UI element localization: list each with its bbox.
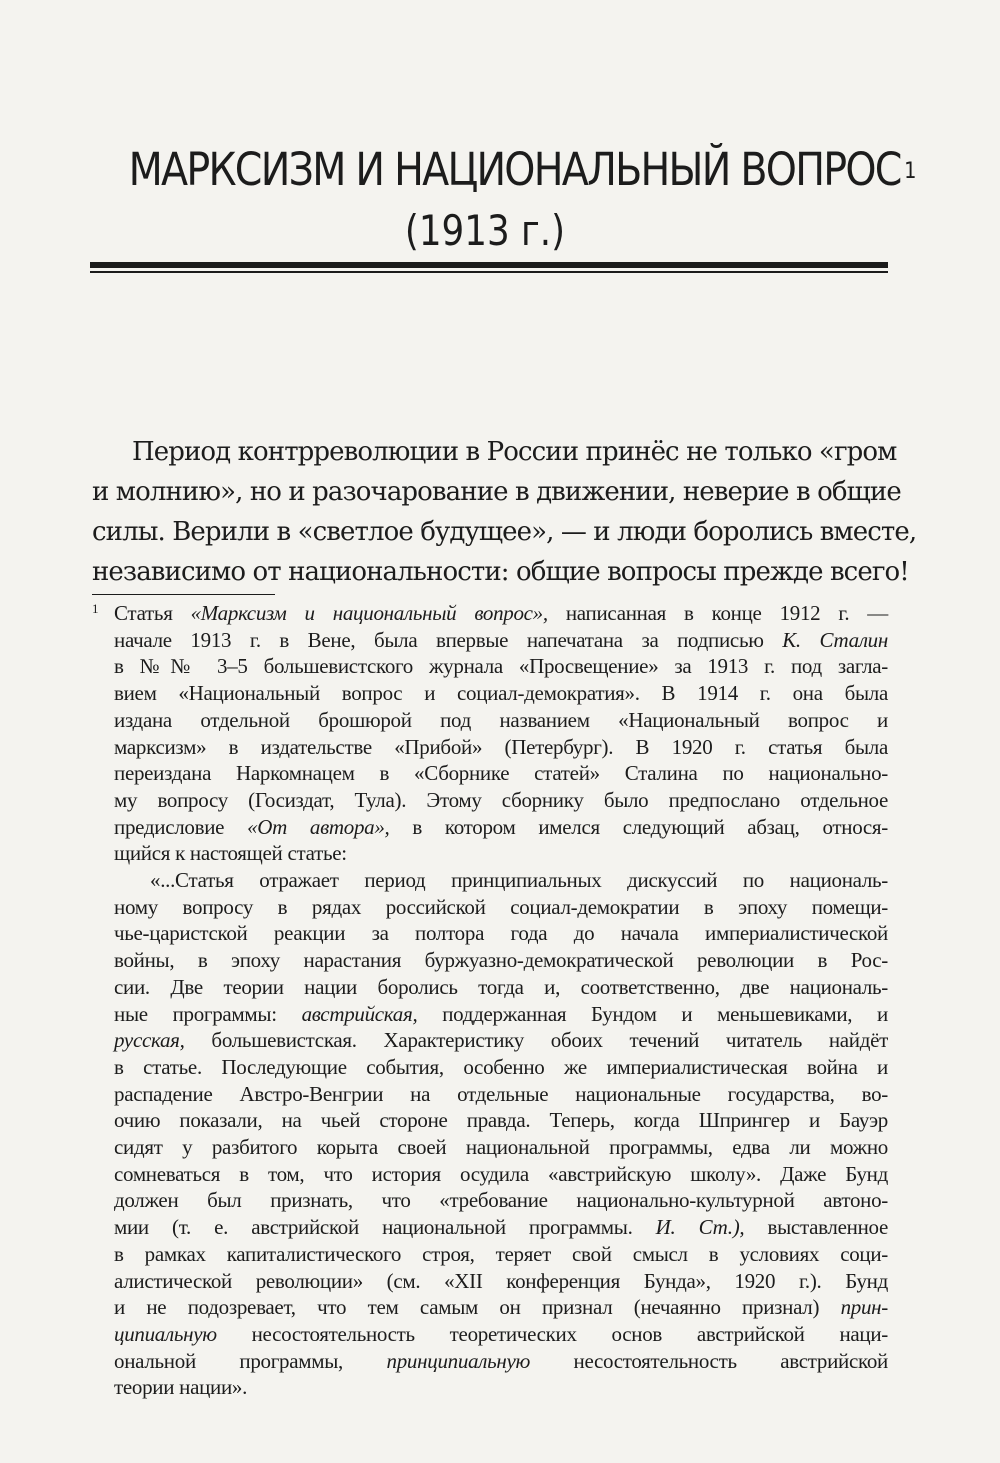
footnote-italic-title: «От автора», (247, 814, 390, 839)
footnote-reference: 1 (904, 159, 915, 184)
heading-rule-thick (90, 262, 888, 268)
footnote-line (114, 814, 888, 841)
quote-line: «...Статья отражает период принципиальных дискуссий по националь- (150, 868, 888, 893)
quote-italic: ципиальную (114, 1321, 217, 1346)
footnote-quote (92, 867, 888, 1401)
chapter-title (128, 140, 915, 200)
quote-line (114, 1027, 888, 1054)
quote-line (114, 1321, 888, 1348)
footnote-mark: 1 (92, 601, 99, 616)
quote-line: войны, в эпоху нарастания буржуазно-демократической революции в Рос- (114, 948, 888, 973)
quote-line (114, 1294, 888, 1321)
footnote-text: Статья (114, 601, 191, 625)
lead-line: силы. Верили в «светлое будущее», — и люди боролись вместе, (92, 517, 917, 547)
footnote-line: щийся к настоящей статье: (114, 841, 347, 866)
quote-text: несостоятельность теоретических основ австрийской наци- (216, 1321, 888, 1346)
footnote-text: написанная в конце 1912 г. — (547, 601, 888, 625)
footnote-line: издана отдельной брошюрой под названием «Национальный вопрос и (114, 707, 888, 732)
quote-italic: И. Ст.), (655, 1215, 745, 1240)
quote-line: сомневаться в том, что история осудила «австрийскую школу». Даже Бунд (114, 1161, 888, 1186)
quote-text: поддержанная Бундом и меньшевиками, и (417, 1001, 888, 1026)
quote-text: большевистская. Характеристику обоих течений читатель найдёт (184, 1028, 888, 1053)
quote-italic: принципиальную (386, 1348, 531, 1373)
footnote-line (114, 627, 888, 654)
lead-paragraph (92, 432, 917, 592)
quote-line (114, 1348, 888, 1375)
footnote (92, 600, 888, 1401)
quote-italic: австрийская, (301, 1001, 418, 1026)
quote-line: ному вопросу в рядах российской социал-демократии в эпоху помещи- (114, 894, 888, 919)
heading-rule-thin (90, 271, 888, 273)
quote-line: сидят у разбитого корыта своей национальной программы, едва ли можно (114, 1135, 888, 1160)
quote-text: несостоятельность австрийской (530, 1348, 888, 1373)
lead-line: Период контрреволюции в России принёс не только «гром (132, 437, 897, 467)
quote-line: сии. Две теории нации боролись тогда и, соответственно, две националь- (114, 974, 888, 999)
quote-line: чье-царистской реакции за полтора года до начала империалистической (114, 921, 888, 946)
lead-line: и молнию», но и разочарование в движении, неверие в общие (92, 477, 901, 507)
quote-line (114, 1001, 888, 1028)
footnote-italic-title: «Марксизм и национальный вопрос», (190, 601, 548, 625)
footnote-italic-signature: К. Сталин (782, 627, 888, 652)
chapter-year: (1913 г.) (404, 206, 566, 255)
footnote-separator (92, 594, 275, 595)
quote-line: в статье. Последующие события, особенно же империалистическая война и (114, 1054, 888, 1079)
quote-line (114, 1214, 888, 1241)
quote-text: ональной программы, (114, 1348, 387, 1373)
quote-text: выставленное (744, 1215, 888, 1240)
footnote-text: в котором имелся следующий абзац, относя- (389, 814, 888, 839)
quote-line: теории нации». (114, 1375, 248, 1400)
footnote-text: начале 1913 г. в Вене, была впервые напечатана за подписью (114, 627, 783, 652)
footnote-line: переиздана Наркомнацем в «Сборнике статей» Сталина по национально- (114, 761, 888, 786)
footnote-line: му вопросу (Госиздат, Тула). Этому сборнику было предпослано отдельное (114, 787, 888, 812)
quote-italic: прин- (840, 1295, 888, 1320)
footnote-line: вием «Национальный вопрос и социал-демократия». В 1914 г. она была (114, 681, 888, 706)
quote-line: распадение Австро-Венгрии на отдельные национальные государства, во- (114, 1081, 888, 1106)
chapter-title-text: МАРКСИЗМ И НАЦИОНАЛЬНЫЙ ВОПРОС (128, 143, 901, 196)
footnote-line: в №№ 3–5 большевистского журнала «Просвещение» за 1913 г. под загла- (114, 654, 888, 679)
quote-line: алистической революции» (см. «XII конференция Бунда», 1920 г.). Бунд (114, 1268, 888, 1293)
quote-text: мии (т. е. австрийской национальной программы. (114, 1215, 656, 1240)
quote-line: очию показали, на чьей стороне правда. Теперь, когда Шпрингер и Бауэр (114, 1108, 888, 1133)
quote-text: ные программы: (114, 1001, 302, 1026)
quote-line: в рамках капиталистического строя, теряет свой смысл в условиях соци- (114, 1241, 888, 1266)
quote-line: должен был признать, что «требование национально-культурной автоно- (114, 1188, 888, 1213)
lead-line: независимо от национальности: общие вопросы прежде всего! (92, 557, 909, 587)
footnote-line (114, 600, 888, 627)
chapter-heading (80, 140, 915, 262)
quote-italic: русская, (114, 1028, 185, 1053)
footnote-body (92, 600, 888, 867)
footnote-line: марксизм» в издательстве «Прибой» (Петербург). В 1920 г. статья была (114, 734, 888, 759)
quote-text: и не подозревает, что тем самым он признал (нечаянно признал) (114, 1295, 841, 1320)
footnote-text: предисловие (114, 814, 248, 839)
